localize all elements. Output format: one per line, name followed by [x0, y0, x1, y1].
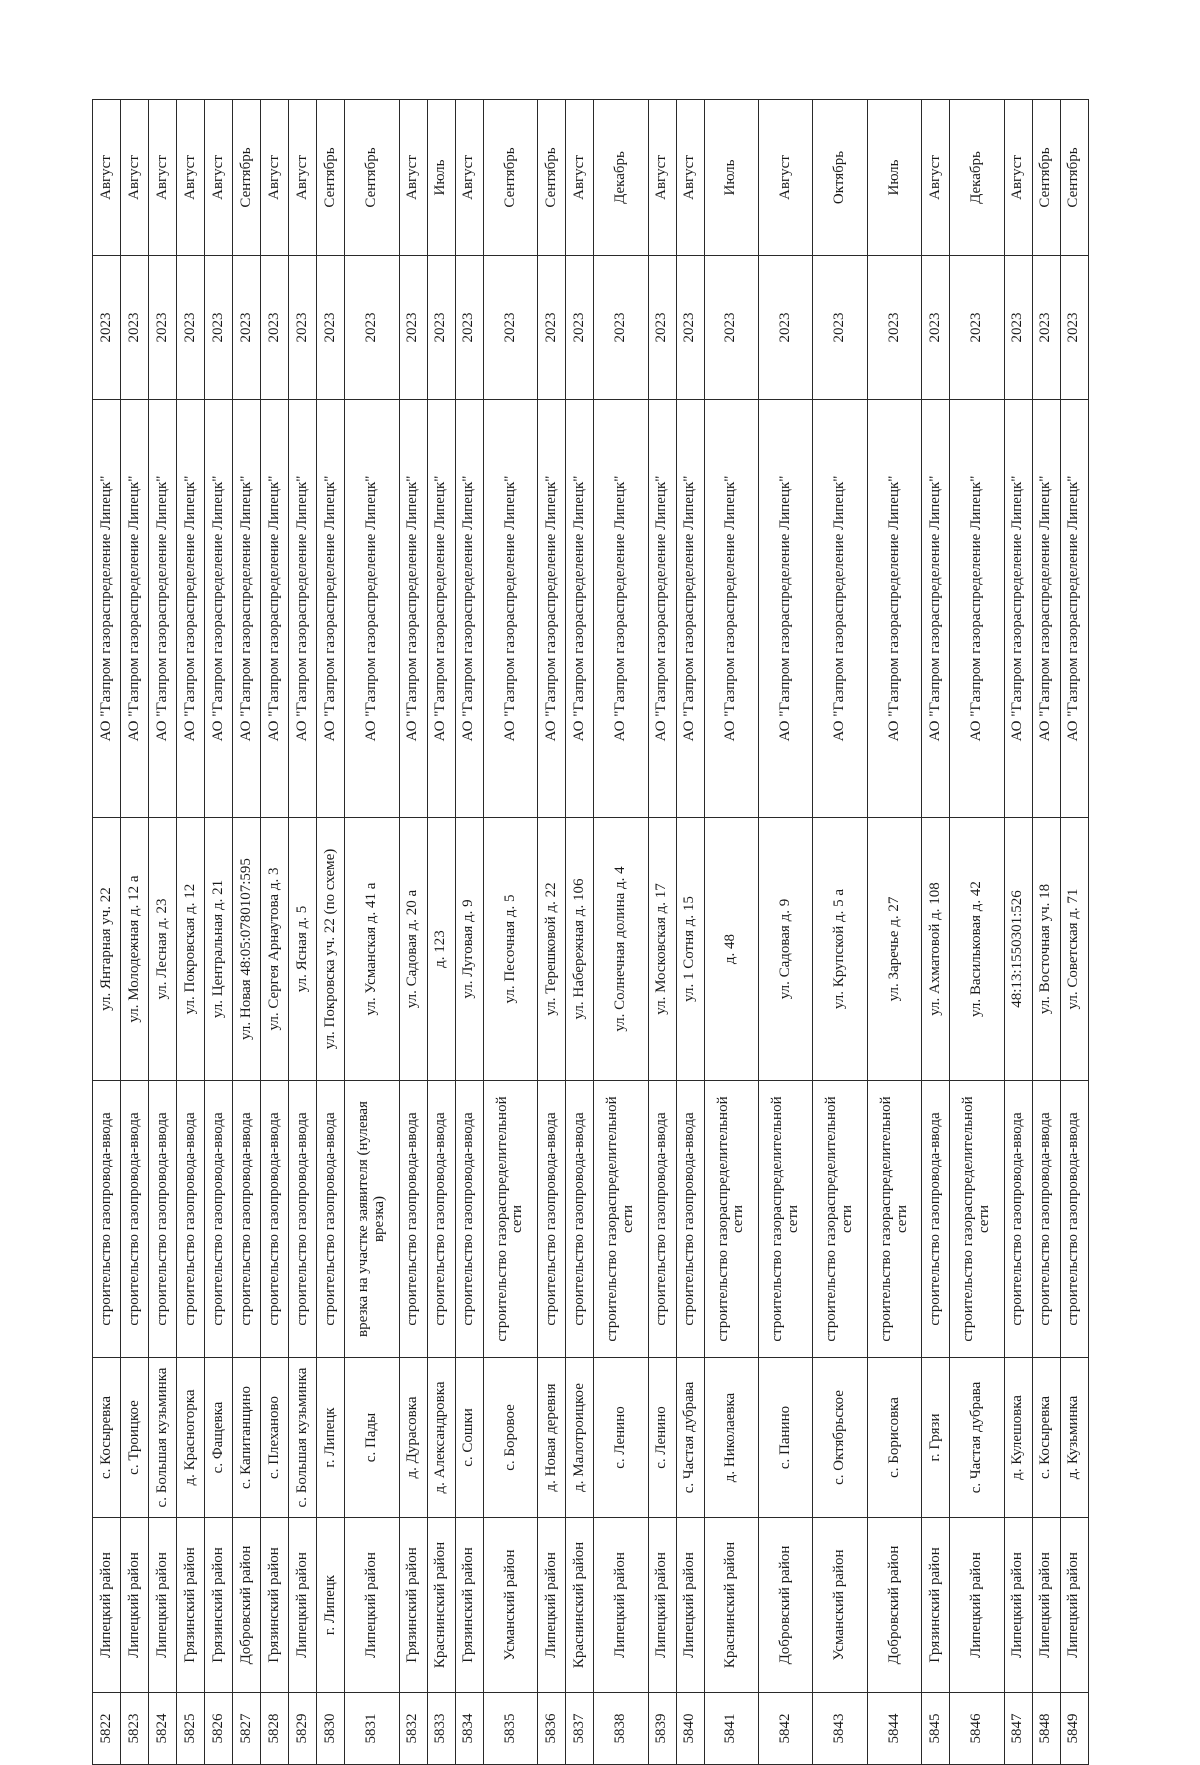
table-row [205, 100, 233, 1765]
month-cell: Октябрь [813, 100, 867, 256]
work-type-cell: строительство газораспределительной сети [867, 1081, 921, 1358]
work-type-cell: строительство газопровода-ввода [317, 1081, 345, 1358]
district-cell: Липецкий район [538, 1518, 566, 1693]
year-cell: 2023 [289, 256, 317, 400]
table-row [950, 100, 1004, 1765]
district-cell: Усманский район [813, 1518, 867, 1693]
address-cell: ул. Луговая д. 9 [455, 818, 483, 1081]
work-type-cell: строительство газопровода-ввода [149, 1081, 177, 1358]
year-cell: 2023 [538, 256, 566, 400]
row-number-cell: 5838 [594, 1693, 648, 1765]
year-cell: 2023 [1004, 256, 1032, 400]
row-number-cell: 5837 [566, 1693, 594, 1765]
address-cell: ул. Солнечная долина д. 4 [594, 818, 648, 1081]
table-row [566, 100, 594, 1765]
organization-cell: АО "Газпром газораспределение Липецк" [676, 400, 704, 818]
month-cell: Сентябрь [1032, 100, 1060, 256]
year-cell: 2023 [121, 256, 149, 400]
locality-cell: с. Фащевка [205, 1358, 233, 1518]
year-cell: 2023 [594, 256, 648, 400]
organization-cell: АО "Газпром газораспределение Липецк" [566, 400, 594, 818]
organization-cell: АО "Газпром газораспределение Липецк" [205, 400, 233, 818]
row-number-cell: 5842 [759, 1693, 813, 1765]
row-number-cell: 5849 [1060, 1693, 1088, 1765]
locality-cell: с. Косыревка [1032, 1358, 1060, 1518]
month-cell: Июль [867, 100, 921, 256]
address-cell: ул. Ахматовой д. 108 [922, 818, 950, 1081]
year-cell: 2023 [345, 256, 399, 400]
work-type-cell: строительство газораспределительной сети [483, 1081, 537, 1358]
row-number-cell: 5835 [483, 1693, 537, 1765]
locality-cell: д. Кузьминка [1060, 1358, 1088, 1518]
locality-cell: д. Александровка [427, 1358, 455, 1518]
row-number-cell: 5845 [922, 1693, 950, 1765]
locality-cell: с. Октябрьское [813, 1358, 867, 1518]
organization-cell: АО "Газпром газораспределение Липецк" [121, 400, 149, 818]
organization-cell: АО "Газпром газораспределение Липецк" [813, 400, 867, 818]
row-number-cell: 5841 [704, 1693, 758, 1765]
organization-cell: АО "Газпром газораспределение Липецк" [1004, 400, 1032, 818]
locality-cell: д. Малотроицкое [566, 1358, 594, 1518]
organization-cell: АО "Газпром газораспределение Липецк" [261, 400, 289, 818]
organization-cell: АО "Газпром газораспределение Липецк" [594, 400, 648, 818]
organization-cell: АО "Газпром газораспределение Липецк" [427, 400, 455, 818]
row-number-cell: 5829 [289, 1693, 317, 1765]
work-type-cell: строительство газораспределительной сети [594, 1081, 648, 1358]
address-cell: ул. Покровска уч. 22 (по схеме) [317, 818, 345, 1081]
district-cell: Липецкий район [345, 1518, 399, 1693]
table-row [922, 100, 950, 1765]
address-cell: ул. Янтарная уч. 22 [93, 818, 121, 1081]
month-cell: Декабрь [594, 100, 648, 256]
table-row [121, 100, 149, 1765]
locality-cell: с. Плеханово [261, 1358, 289, 1518]
address-cell: 48:13:1550301:526 [1004, 818, 1032, 1081]
address-cell: ул. Советская д. 71 [1060, 818, 1088, 1081]
work-type-cell: строительство газопровода-ввода [566, 1081, 594, 1358]
year-cell: 2023 [813, 256, 867, 400]
table-row [289, 100, 317, 1765]
month-cell: Август [676, 100, 704, 256]
district-cell: Грязинский район [922, 1518, 950, 1693]
address-cell: ул. Усманская д. 41 а [345, 818, 399, 1081]
organization-cell: АО "Газпром газораспределение Липецк" [648, 400, 676, 818]
table-row [455, 100, 483, 1765]
row-number-cell: 5848 [1032, 1693, 1060, 1765]
organization-cell: АО "Газпром газораспределение Липецк" [177, 400, 205, 818]
work-type-cell: строительство газопровода-ввода [1004, 1081, 1032, 1358]
locality-cell: с. Сошки [455, 1358, 483, 1518]
month-cell: Август [261, 100, 289, 256]
month-cell: Сентябрь [317, 100, 345, 256]
district-cell: Грязинский район [205, 1518, 233, 1693]
address-cell: ул. Покровская д. 12 [177, 818, 205, 1081]
year-cell: 2023 [950, 256, 1004, 400]
month-cell: Август [289, 100, 317, 256]
work-type-cell: строительство газопровода-ввода [177, 1081, 205, 1358]
work-type-cell: строительство газопровода-ввода [922, 1081, 950, 1358]
district-cell: Добровский район [867, 1518, 921, 1693]
locality-cell: с. Троицкое [121, 1358, 149, 1518]
work-type-cell: строительство газопровода-ввода [93, 1081, 121, 1358]
locality-cell: с. Борисовка [867, 1358, 921, 1518]
row-number-cell: 5840 [676, 1693, 704, 1765]
locality-cell: г. Липецк [317, 1358, 345, 1518]
row-number-cell: 5843 [813, 1693, 867, 1765]
table-row [177, 100, 205, 1765]
work-type-cell: строительство газораспределительной сети [813, 1081, 867, 1358]
locality-cell: с. Косыревка [93, 1358, 121, 1518]
address-cell: ул. Сергея Арнаутова д. 3 [261, 818, 289, 1081]
year-cell: 2023 [483, 256, 537, 400]
work-type-cell: строительство газопровода-ввода [289, 1081, 317, 1358]
row-number-cell: 5839 [648, 1693, 676, 1765]
table-row [813, 100, 867, 1765]
address-cell: д. 48 [704, 818, 758, 1081]
district-cell: Липецкий район [1004, 1518, 1032, 1693]
month-cell: Август [648, 100, 676, 256]
organization-cell: АО "Газпром газораспределение Липецк" [950, 400, 1004, 818]
table-row [233, 100, 261, 1765]
work-type-cell: строительство газопровода-ввода [455, 1081, 483, 1358]
work-type-cell: строительство газопровода-ввода [121, 1081, 149, 1358]
organization-cell: АО "Газпром газораспределение Липецк" [149, 400, 177, 818]
organization-cell: АО "Газпром газораспределение Липецк" [345, 400, 399, 818]
month-cell: Сентябрь [1060, 100, 1088, 256]
address-cell: ул. Московская д. 17 [648, 818, 676, 1081]
row-number-cell: 5831 [345, 1693, 399, 1765]
table-row [149, 100, 177, 1765]
address-cell: ул. Восточная уч. 18 [1032, 818, 1060, 1081]
organization-cell: АО "Газпром газораспределение Липецк" [455, 400, 483, 818]
year-cell: 2023 [1032, 256, 1060, 400]
district-cell: Липецкий район [289, 1518, 317, 1693]
work-type-cell: строительство газопровода-ввода [648, 1081, 676, 1358]
year-cell: 2023 [427, 256, 455, 400]
table-row [538, 100, 566, 1765]
row-number-cell: 5828 [261, 1693, 289, 1765]
row-number-cell: 5825 [177, 1693, 205, 1765]
table-row [1032, 100, 1060, 1765]
district-cell: Липецкий район [93, 1518, 121, 1693]
row-number-cell: 5832 [399, 1693, 427, 1765]
organization-cell: АО "Газпром газораспределение Липецк" [317, 400, 345, 818]
work-type-cell: врезка на участке заявителя (нулевая врезка) [345, 1081, 399, 1358]
district-cell: Липецкий район [149, 1518, 177, 1693]
table-row [676, 100, 704, 1765]
month-cell: Сентябрь [233, 100, 261, 256]
address-cell: ул. Васильковая д. 42 [950, 818, 1004, 1081]
district-cell: Грязинский район [399, 1518, 427, 1693]
work-type-cell: строительство газораспределительной сети [704, 1081, 758, 1358]
district-cell: Грязинский район [261, 1518, 289, 1693]
work-type-cell: строительство газопровода-ввода [1032, 1081, 1060, 1358]
row-number-cell: 5823 [121, 1693, 149, 1765]
locality-cell: с. Большая кузьминка [149, 1358, 177, 1518]
row-number-cell: 5833 [427, 1693, 455, 1765]
table-row [594, 100, 648, 1765]
month-cell: Август [399, 100, 427, 256]
district-cell: Добровский район [233, 1518, 261, 1693]
month-cell: Сентябрь [483, 100, 537, 256]
district-cell: Липецкий район [950, 1518, 1004, 1693]
month-cell: Август [1004, 100, 1032, 256]
month-cell: Август [759, 100, 813, 256]
year-cell: 2023 [566, 256, 594, 400]
month-cell: Июль [704, 100, 758, 256]
year-cell: 2023 [317, 256, 345, 400]
address-cell: ул. Новая 48:05:0780107:595 [233, 818, 261, 1081]
gasification-table [92, 99, 1089, 1765]
locality-cell: с. Частая дубрава [676, 1358, 704, 1518]
table-row [93, 100, 121, 1765]
table-row [759, 100, 813, 1765]
work-type-cell: строительство газопровода-ввода [233, 1081, 261, 1358]
district-cell: Липецкий район [1060, 1518, 1088, 1693]
month-cell: Сентябрь [538, 100, 566, 256]
month-cell: Август [566, 100, 594, 256]
year-cell: 2023 [648, 256, 676, 400]
year-cell: 2023 [93, 256, 121, 400]
row-number-cell: 5822 [93, 1693, 121, 1765]
address-cell: ул. Садовая д. 9 [759, 818, 813, 1081]
month-cell: Декабрь [950, 100, 1004, 256]
district-cell: Липецкий район [121, 1518, 149, 1693]
district-cell: Усманский район [483, 1518, 537, 1693]
row-number-cell: 5824 [149, 1693, 177, 1765]
work-type-cell: строительство газопровода-ввода [427, 1081, 455, 1358]
table-row [345, 100, 399, 1765]
locality-cell: с. Боровое [483, 1358, 537, 1518]
organization-cell: АО "Газпром газораспределение Липецк" [1032, 400, 1060, 818]
table-row [1004, 100, 1032, 1765]
address-cell: ул. Песочная д. 5 [483, 818, 537, 1081]
organization-cell: АО "Газпром газораспределение Липецк" [483, 400, 537, 818]
organization-cell: АО "Газпром газораспределение Липецк" [759, 400, 813, 818]
address-cell: ул. Терешковой д. 22 [538, 818, 566, 1081]
organization-cell: АО "Газпром газораспределение Липецк" [922, 400, 950, 818]
address-cell: ул. Заречье д. 27 [867, 818, 921, 1081]
address-cell: ул. Садовая д. 20 а [399, 818, 427, 1081]
table-row [399, 100, 427, 1765]
row-number-cell: 5830 [317, 1693, 345, 1765]
district-cell: Липецкий район [648, 1518, 676, 1693]
year-cell: 2023 [1060, 256, 1088, 400]
table-row [648, 100, 676, 1765]
locality-cell: д. Кулешовка [1004, 1358, 1032, 1518]
organization-cell: АО "Газпром газораспределение Липецк" [1060, 400, 1088, 818]
district-cell: г. Липецк [317, 1518, 345, 1693]
locality-cell: с. Частая дубрава [950, 1358, 1004, 1518]
month-cell: Август [121, 100, 149, 256]
month-cell: Август [455, 100, 483, 256]
year-cell: 2023 [205, 256, 233, 400]
year-cell: 2023 [867, 256, 921, 400]
address-cell: ул. Крупской д. 5 а [813, 818, 867, 1081]
address-cell: ул. 1 Сотня д. 15 [676, 818, 704, 1081]
work-type-cell: строительство газопровода-ввода [261, 1081, 289, 1358]
district-cell: Грязинский район [177, 1518, 205, 1693]
year-cell: 2023 [455, 256, 483, 400]
month-cell: Август [177, 100, 205, 256]
district-cell: Краснинский район [704, 1518, 758, 1693]
table-row [867, 100, 921, 1765]
table-body [93, 100, 1089, 1765]
rotated-table-wrapper [92, 100, 1089, 1765]
month-cell: Август [93, 100, 121, 256]
district-cell: Добровский район [759, 1518, 813, 1693]
locality-cell: с. Ленино [648, 1358, 676, 1518]
row-number-cell: 5846 [950, 1693, 1004, 1765]
district-cell: Краснинский район [566, 1518, 594, 1693]
locality-cell: с. Пады [345, 1358, 399, 1518]
year-cell: 2023 [704, 256, 758, 400]
locality-cell: с. Капитанщино [233, 1358, 261, 1518]
row-number-cell: 5844 [867, 1693, 921, 1765]
address-cell: ул. Молодежная д. 12 а [121, 818, 149, 1081]
year-cell: 2023 [261, 256, 289, 400]
locality-cell: г. Грязи [922, 1358, 950, 1518]
organization-cell: АО "Газпром газораспределение Липецк" [538, 400, 566, 818]
year-cell: 2023 [759, 256, 813, 400]
organization-cell: АО "Газпром газораспределение Липецк" [867, 400, 921, 818]
year-cell: 2023 [177, 256, 205, 400]
district-cell: Грязинский район [455, 1518, 483, 1693]
locality-cell: д. Дурасовка [399, 1358, 427, 1518]
locality-cell: с. Ленино [594, 1358, 648, 1518]
year-cell: 2023 [149, 256, 177, 400]
district-cell: Липецкий район [676, 1518, 704, 1693]
address-cell: ул. Ясная д. 5 [289, 818, 317, 1081]
address-cell: ул. Набережная д. 106 [566, 818, 594, 1081]
row-number-cell: 5834 [455, 1693, 483, 1765]
locality-cell: с. Панино [759, 1358, 813, 1518]
work-type-cell: строительство газораспределительной сети [950, 1081, 1004, 1358]
work-type-cell: строительство газопровода-ввода [205, 1081, 233, 1358]
row-number-cell: 5836 [538, 1693, 566, 1765]
address-cell: ул. Лесная д. 23 [149, 818, 177, 1081]
month-cell: Август [205, 100, 233, 256]
organization-cell: АО "Газпром газораспределение Липецк" [289, 400, 317, 818]
table-row [483, 100, 537, 1765]
locality-cell: д. Новая деревня [538, 1358, 566, 1518]
work-type-cell: строительство газопровода-ввода [676, 1081, 704, 1358]
row-number-cell: 5827 [233, 1693, 261, 1765]
locality-cell: д. Николаевка [704, 1358, 758, 1518]
table-row [427, 100, 455, 1765]
district-cell: Липецкий район [1032, 1518, 1060, 1693]
month-cell: Сентябрь [345, 100, 399, 256]
district-cell: Липецкий район [594, 1518, 648, 1693]
row-number-cell: 5826 [205, 1693, 233, 1765]
month-cell: Июль [427, 100, 455, 256]
locality-cell: д. Красногорка [177, 1358, 205, 1518]
work-type-cell: строительство газопровода-ввода [1060, 1081, 1088, 1358]
organization-cell: АО "Газпром газораспределение Липецк" [93, 400, 121, 818]
row-number-cell: 5847 [1004, 1693, 1032, 1765]
year-cell: 2023 [676, 256, 704, 400]
year-cell: 2023 [922, 256, 950, 400]
organization-cell: АО "Газпром газораспределение Липецк" [704, 400, 758, 818]
work-type-cell: строительство газопровода-ввода [399, 1081, 427, 1358]
year-cell: 2023 [233, 256, 261, 400]
table-row [704, 100, 758, 1765]
table-row [1060, 100, 1088, 1765]
year-cell: 2023 [399, 256, 427, 400]
work-type-cell: строительство газопровода-ввода [538, 1081, 566, 1358]
locality-cell: с. Большая кузьминка [289, 1358, 317, 1518]
month-cell: Август [149, 100, 177, 256]
organization-cell: АО "Газпром газораспределение Липецк" [399, 400, 427, 818]
organization-cell: АО "Газпром газораспределение Липецк" [233, 400, 261, 818]
table-row [261, 100, 289, 1765]
address-cell: д. 123 [427, 818, 455, 1081]
table-row [317, 100, 345, 1765]
month-cell: Август [922, 100, 950, 256]
address-cell: ул. Центральная д. 21 [205, 818, 233, 1081]
work-type-cell: строительство газораспределительной сети [759, 1081, 813, 1358]
district-cell: Краснинский район [427, 1518, 455, 1693]
